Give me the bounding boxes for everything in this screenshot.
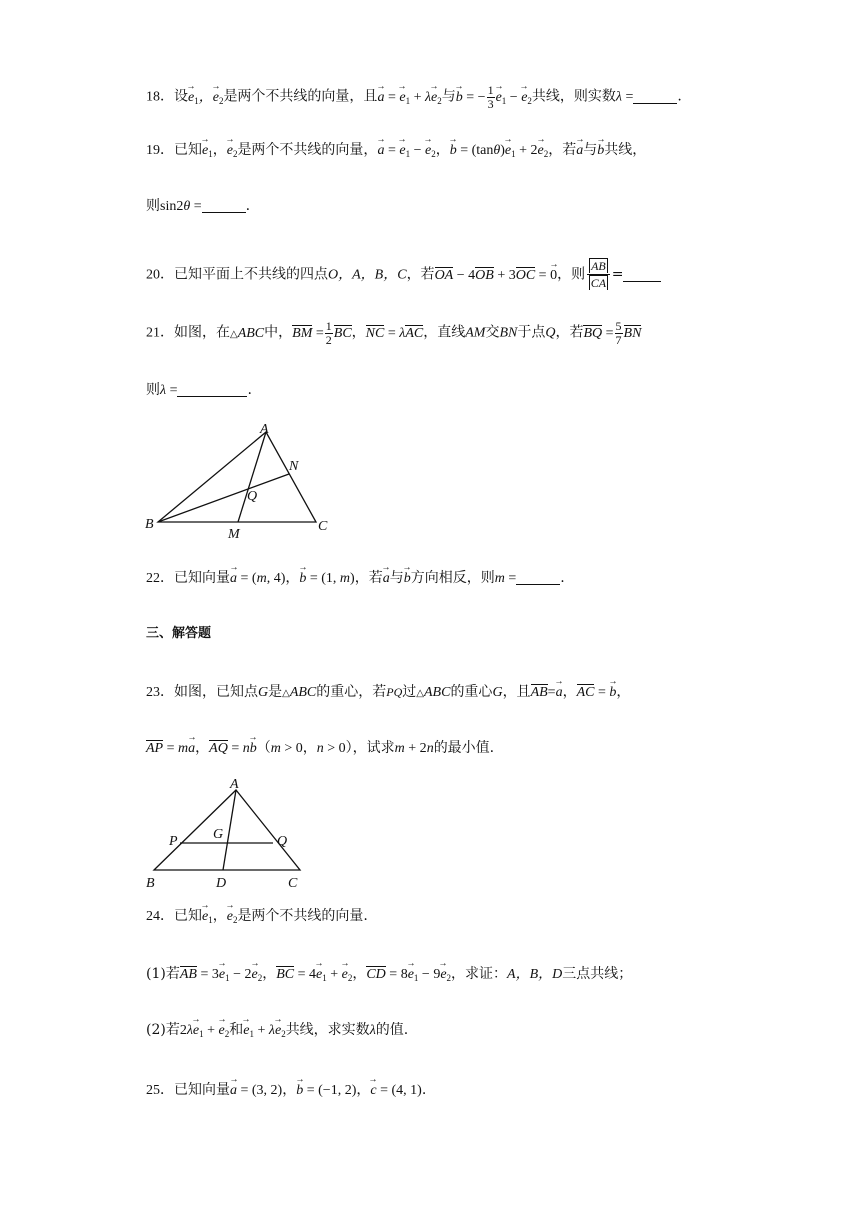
label-B: B [145, 517, 154, 532]
question-19: 19．已知→ $e_1$，→ $e_2$是两个不共线的向量，→ a = → $e_1$ − → $e_2$，→ $b = (\tan\theta)\to e_1 + 2\to e_2$，若→ a与→ b共线， [146, 140, 646, 164]
question-24: 24．已知→ $e_1$，→ $e_2$是两个不共线的向量. [146, 906, 368, 930]
label-A: A [230, 777, 239, 792]
triangle-figure-23 [140, 772, 320, 892]
label-D: D [216, 876, 227, 891]
question-21-cont: 则λ = . [146, 382, 252, 398]
answer-blank[interactable] [516, 570, 560, 585]
triangle-figure-21 [140, 418, 340, 542]
question-19-cont: 则sin2θ = . [146, 198, 251, 214]
question-23-cont: AP = m→ a，AQ = n→ b（m > 0，n > 0），试求m + 2n的最小值. [146, 738, 494, 759]
question-25: 25．已知向量→ a = (3, 2)，→ b = (−1, 2)，→ c = (4, 1). [146, 1080, 426, 1101]
question-23: 23．如图，已知点G是△ABC的重心，若PQ过△ABC的重心G，且AB=→ a，AC = → b， [146, 682, 630, 704]
label-N: N [289, 459, 299, 474]
label-Q: Q [277, 834, 288, 849]
label-A: A [260, 422, 269, 437]
answer-blank[interactable] [623, 267, 661, 282]
question-21: 21．如图，在△ABC中，BM = $\frac{1}{2}$ BC，NC = λAC，直线AM交BN于点Q，若BQ = $\frac{5}{7}$ BN [146, 319, 642, 347]
answer-blank[interactable] [177, 382, 247, 397]
question-22: 22．已知向量→ a = (m, 4)，→ b = (1, m)，若→ a与→ b方向相反，则m = . [146, 568, 565, 589]
label-C: C [288, 876, 298, 891]
answer-blank[interactable] [202, 198, 246, 213]
label-M: M [228, 527, 240, 542]
label-P: P [169, 834, 178, 849]
label-C: C [318, 519, 328, 534]
question-24-part2: (2)若$2\lambda\to e_1$ + → $e_2$和→ $e_1 + \lambda\to e_2$共线，求实数λ的值. [146, 1020, 408, 1044]
question-24-part1: (1)若AB = $3\to e_1 - 2\to e_2$，BC = $4\to e_1$ + → $e_2$，CD = $8\to e_1 - 9\to e_2$，求证：A，B，D三点共线； [146, 964, 632, 988]
question-18: 18．设→ $e_1$，→ $e_2$是两个不共线的向量，且→ a = → $e_1 + \lambda\to e_2$与→ b = − $\frac{1}{3}$ → $e_1$ − → $e_2$共线，则实数λ = . [146, 84, 682, 111]
section-heading: 三、解答题 [146, 626, 212, 641]
question-20: 20．已知平面上不共线的四点O，A，B，C，若OA − 4OB + 3OC = → 0，则 $\frac{AB}{CA}$ = [146, 258, 661, 291]
label-G: G [213, 827, 224, 842]
answer-blank[interactable] [633, 89, 677, 104]
label-Q: Q [247, 489, 258, 504]
label-B: B [146, 876, 155, 891]
